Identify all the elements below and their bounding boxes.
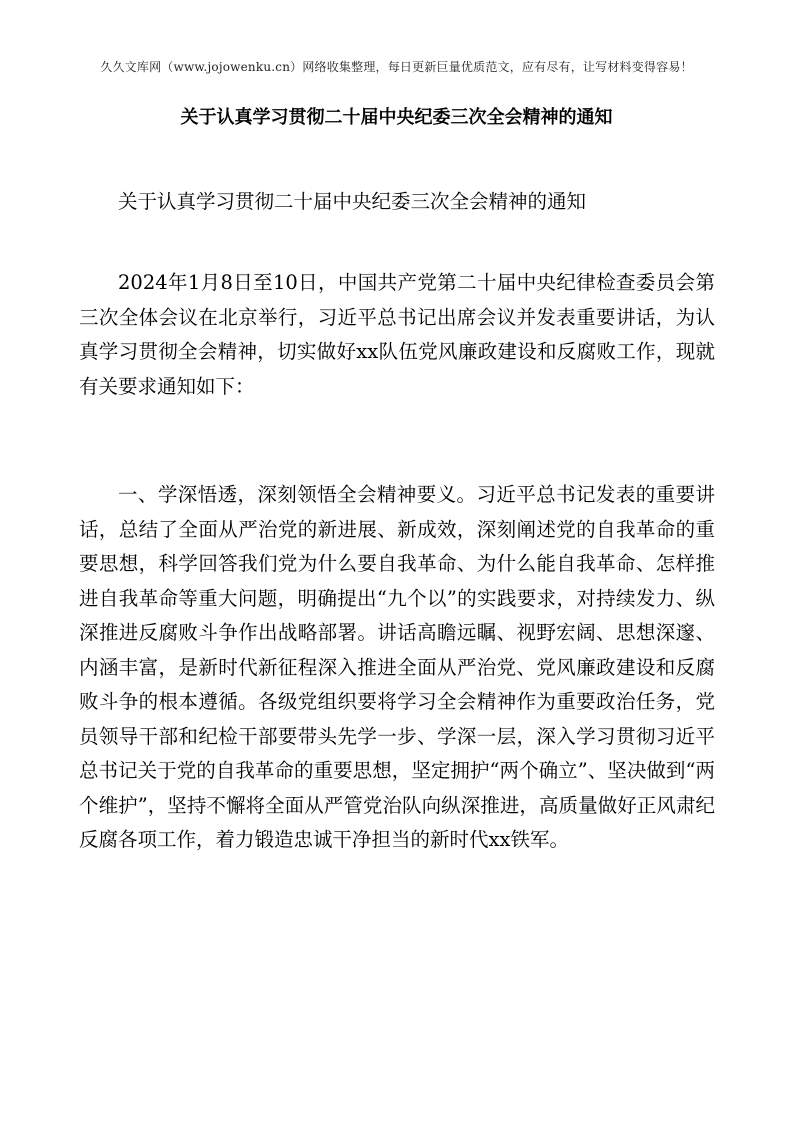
section-one-paragraph: 一、学深悟透，深刻领悟全会精神要义。习近平总书记发表的重要讲话，总结了全面从严治党的新进展、新成效，深刻阐述党的自我革命的重要思想，科学回答我们党为什么要自我革命、为什么能自我革命、怎样推进自我革命等重大问题，明确提出“九个以”的实践要求，对持续发力、纵深推进反腐败斗争作出战略部署。讲话高瞻远瞩、视野宏阔、思想深邃、内涵丰富，是新时代新征程深入推进全面从严治党、党风廉政建设和反腐败斗争的根本遵循。各级党组织要将学习全会精神作为重要政治任务，党员领导干部和纪检干部要带头先学一步、学深一层，深入学习贯彻习近平总书记关于党的自我革命的重要思想，坚定拥护“两个确立”、坚决做到“两个维护”，坚持不懈将全面从严管党治队向纵深推进，高质量做好正风肃纪反腐各项工作，着力锻造忠诚干净担当的新时代xx铁军。: [79, 483, 715, 851]
document-subtitle: 关于认真学习贯彻二十届中央纪委三次全会精神的通知: [118, 190, 587, 213]
intro-paragraph: 2024年1月8日至10日，中国共产党第二十届中央纪律检查委员会第三次全体会议在北京举行，习近平总书记出席会议并发表重要讲话，为认真学习贯彻全会精神，切实做好xx队伍党风廉政建设和反腐败工作，现就有关要求通知如下：: [79, 271, 715, 398]
document-title: 关于认真学习贯彻二十届中央纪委三次全会精神的通知: [180, 107, 613, 128]
header-note: 久久文库网（www.jojowenku.cn）网络收集整理，每日更新巨量优质范文，应有尽有，让写材料变得容易！: [100, 60, 693, 74]
